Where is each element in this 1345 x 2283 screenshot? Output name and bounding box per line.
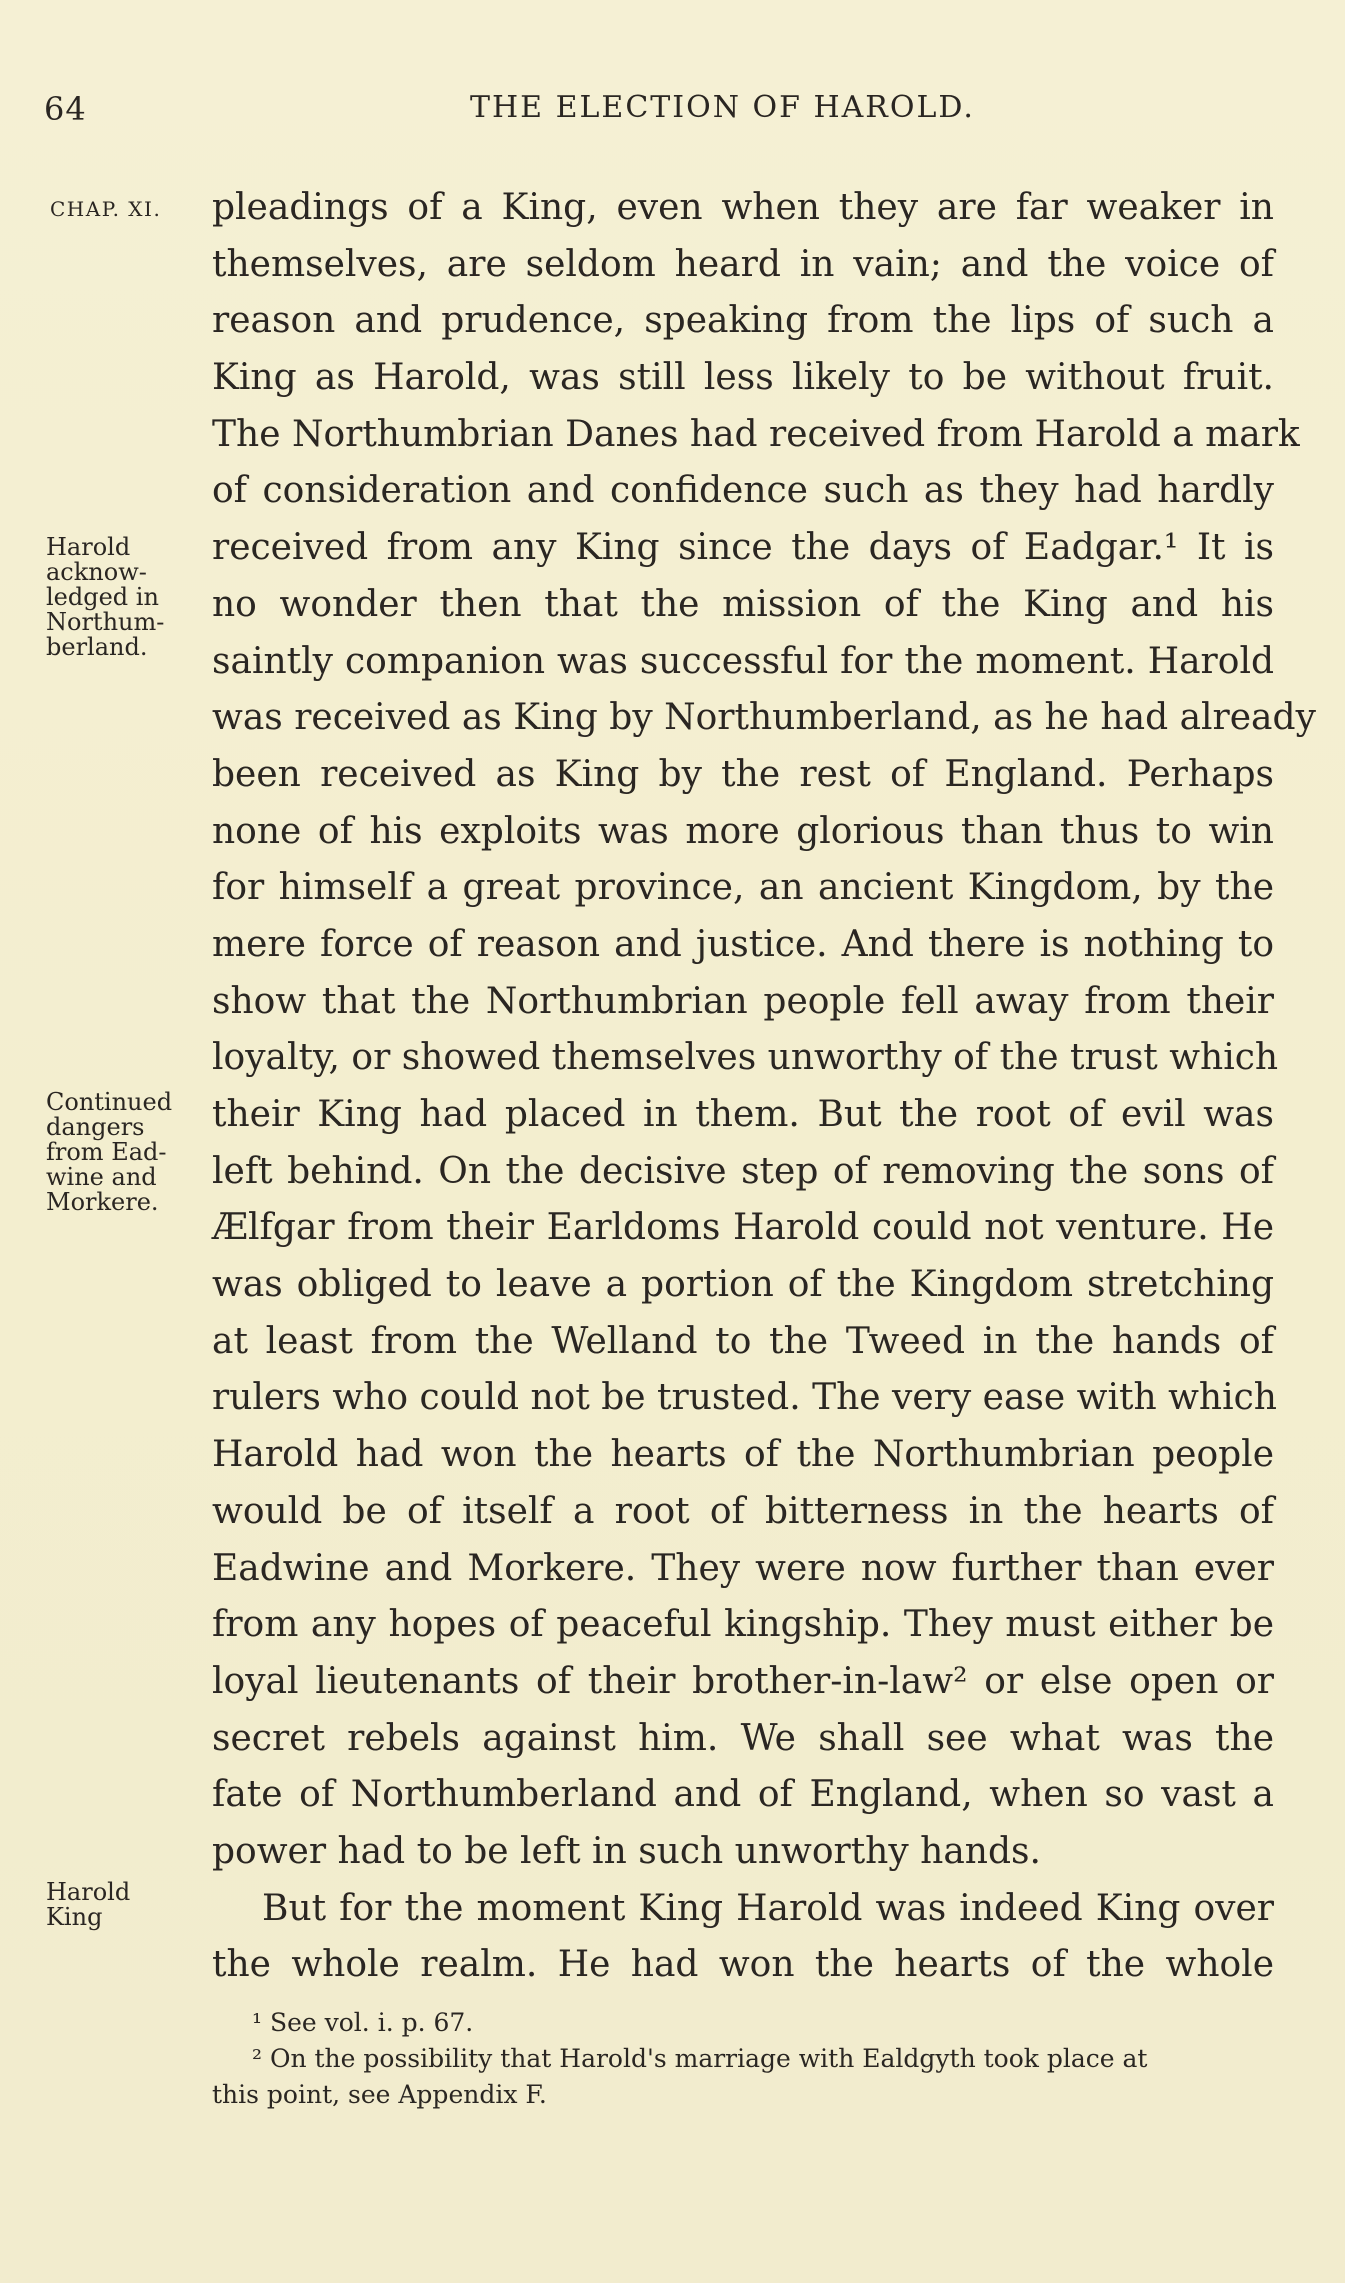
text-line: left behind. On the decisive step of removing the sons of bbox=[212, 1150, 1274, 1192]
text-line: The Northumbrian Danes had received from Harold a mark bbox=[212, 413, 1300, 455]
text-line: secret rebels against him. We shall see what was the bbox=[212, 1717, 1274, 1759]
text-line: Eadwine and Morkere. They were now further than ever bbox=[212, 1547, 1274, 1589]
text-line: King as Harold, was still less likely to be without fruit. bbox=[212, 357, 1274, 399]
running-title: THE ELECTION OF HAROLD. bbox=[470, 90, 975, 125]
text-line: been received as King by the rest of England. Perhaps bbox=[212, 753, 1274, 795]
text-line: none of his exploits was more glorious than thus to win bbox=[212, 810, 1274, 852]
text-line: loyalty, or showed themselves unworthy of the trust which bbox=[212, 1037, 1279, 1079]
footnote-2-continuation bbox=[212, 2077, 1280, 2113]
footnotes bbox=[212, 2005, 1280, 2113]
text-line: mere force of reason and justice. And there is nothing to bbox=[212, 923, 1274, 965]
footnote-1-text: ¹ See vol. i. p. 67. bbox=[252, 2008, 474, 2037]
text-line: of consideration and confidence such as they had hardly bbox=[212, 470, 1274, 512]
text-line: their King had placed in them. But the root of evil was bbox=[212, 1094, 1274, 1135]
text-line: reason and prudence, speaking from the lips of such a bbox=[212, 300, 1274, 342]
text-line: fate of Northumberland and of England, when so vast a bbox=[212, 1774, 1274, 1816]
text-line: for himself a great province, an ancient Kingdom, by the bbox=[212, 867, 1274, 909]
sidenote-harold-acknowledged: Harold acknow- ledged in Northum- berland. bbox=[46, 533, 165, 661]
page-number: 64 bbox=[44, 90, 87, 128]
text-line: pleadings of a King, even when they are far weaker in bbox=[212, 187, 1274, 228]
text-line: Ælfgar from their Earldoms Harold could not venture. He bbox=[212, 1207, 1274, 1249]
text-line: from any hopes of peaceful kingship. They must either be bbox=[212, 1604, 1274, 1646]
text-line: rulers who could not be trusted. The very ease with which bbox=[212, 1377, 1277, 1419]
text-line: Harold had won the hearts of the Northumbrian people bbox=[212, 1434, 1274, 1476]
text-line: was received as King by Northumberland, as he had already bbox=[212, 697, 1316, 739]
text-line: saintly companion was successful for the moment. Harold bbox=[212, 640, 1274, 682]
text-line: themselves, are seldom heard in vain; and the voice of bbox=[212, 243, 1274, 285]
paragraph-end-line: power had to be left in such unworthy hands. bbox=[212, 1830, 1041, 1872]
paragraph-start-line: But for the moment King Harold was indeed King over bbox=[262, 1887, 1274, 1929]
running-head bbox=[0, 90, 1345, 140]
footnote-2-text: ² On the possibility that Harold's marriage with Ealdgyth took place at bbox=[252, 2044, 1148, 2073]
text-line: loyal lieutenants of their brother-in-law² or else open or bbox=[212, 1660, 1274, 1702]
text-line: the whole realm. He had won the hearts of the whole bbox=[212, 1944, 1274, 1986]
text-line: received from any King since the days of Eadgar.¹ It is bbox=[212, 527, 1274, 569]
sidenote-harold-king: Harold King bbox=[46, 1878, 131, 1931]
body-text bbox=[212, 180, 1316, 1994]
chapter-label: CHAP. XI. bbox=[50, 197, 162, 221]
footnote-2 bbox=[212, 2041, 1280, 2077]
footnote-1 bbox=[212, 2005, 1280, 2041]
sidenote-continued-dangers: Continued dangers from Ead- wine and Morkere. bbox=[46, 1088, 173, 1216]
footnote-2-text-continued: this point, see Appendix F. bbox=[212, 2080, 547, 2109]
text-line: no wonder then that the mission of the King and his bbox=[212, 583, 1274, 625]
text-line: at least from the Welland to the Tweed in the hands of bbox=[212, 1320, 1274, 1362]
text-line: show that the Northumbrian people fell away from their bbox=[212, 980, 1274, 1022]
text-line: would be of itself a root of bitterness in the hearts of bbox=[212, 1490, 1274, 1532]
text-line: was obliged to leave a portion of the Kingdom stretching bbox=[212, 1264, 1274, 1306]
